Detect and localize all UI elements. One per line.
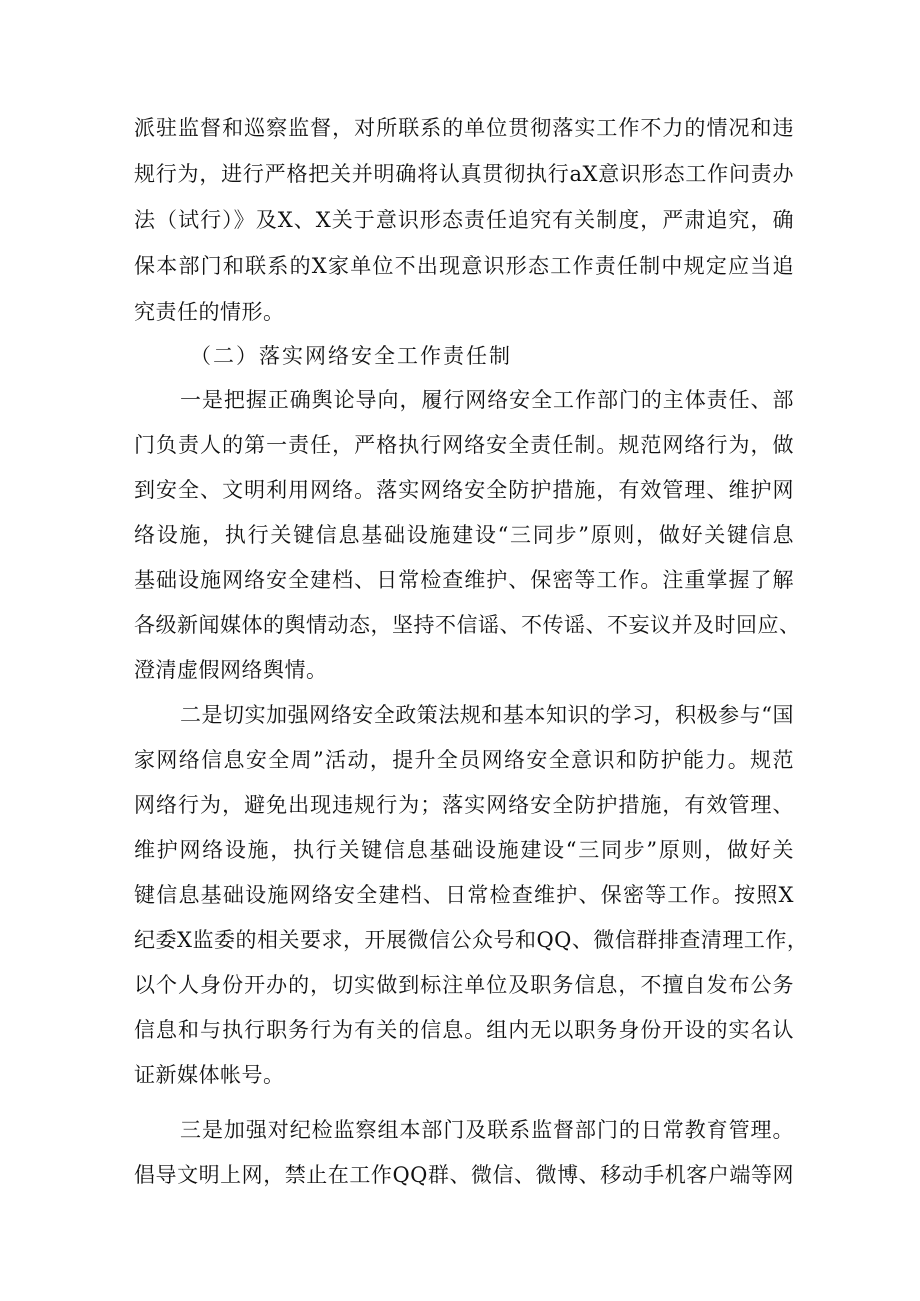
text-line: 纪委X监委的相关要求，开展微信公众号和QQ、微信群排查清理工作， bbox=[134, 928, 809, 952]
text-line: 三是加强对纪检监察组本部门及联系监督部门的日常教育管理。 bbox=[180, 1118, 794, 1142]
text-line: 究责任的情形。 bbox=[134, 300, 285, 324]
text-line: 二是切实加强网络安全政策法规和基本知识的学习，积极参与“国 bbox=[180, 703, 794, 727]
text-line: 倡导文明上网，禁止在工作QQ群、微信、微博、移动手机客户端等网 bbox=[134, 1163, 794, 1187]
text-line: 法（试行）》及X、X关于意识形态责任追究有关制度，严肃追究，确 bbox=[134, 208, 794, 232]
text-line: 键信息基础设施网络安全建档、日常检查维护、保密等工作。按照X bbox=[134, 883, 794, 907]
text-line: 维护网络设施，执行关键信息基础设施建设“三同步”原则，做好关 bbox=[134, 838, 794, 862]
text-line: 规行为，进行严格把关并明确将认真贯彻执行aX意识形态工作问责办 bbox=[134, 162, 794, 186]
text-line: 证新媒体帐号。 bbox=[134, 1063, 285, 1087]
section-heading: （二）落实网络安全工作责任制 bbox=[190, 344, 512, 368]
text-line: 保本部门和联系的X家单位不出现意识形态工作责任制中规定应当追 bbox=[134, 254, 794, 278]
text-line: 各级新闻媒体的舆情动态，坚持不信谣、不传谣、不妄议并及时回应、 bbox=[134, 613, 801, 637]
text-line: 澄清虚假网络舆情。 bbox=[134, 658, 328, 682]
text-line: 基础设施网络安全建档、日常检查维护、保密等工作。注重掌握了解 bbox=[134, 568, 794, 592]
text-line: 信息和与执行职务行为有关的信息。组内无以职务身份开设的实名认 bbox=[134, 1018, 794, 1042]
text-line: 网络行为，避免出现违规行为；落实网络安全防护措施，有效管理、 bbox=[134, 793, 794, 817]
text-line: 以个人身份开办的，切实做到标注单位及职务信息，不擅自发布公务 bbox=[134, 973, 794, 997]
text-line: 家网络信息安全周”活动，提升全员网络安全意识和防护能力。规范 bbox=[134, 748, 794, 772]
text-line: 到安全、文明利用网络。落实网络安全防护措施，有效管理、维护网 bbox=[134, 478, 794, 502]
text-line: 门负责人的第一责任，严格执行网络安全责任制。规范网络行为，做 bbox=[134, 433, 794, 457]
text-line: 一是把握正确舆论导向，履行网络安全工作部门的主体责任、部 bbox=[180, 388, 794, 412]
text-line: 络设施，执行关键信息基础设施建设“三同步”原则，做好关键信息 bbox=[134, 523, 794, 547]
text-line: 派驻监督和巡察监督，对所联系的单位贯彻落实工作不力的情况和违 bbox=[134, 116, 794, 140]
